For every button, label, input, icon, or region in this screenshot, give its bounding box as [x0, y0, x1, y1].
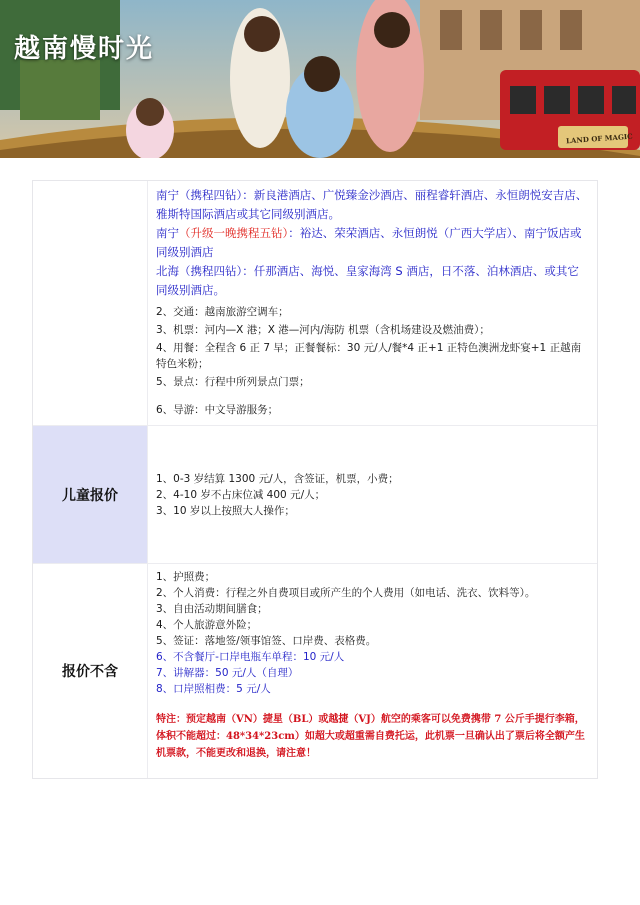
excluded-item: 1、护照费；: [156, 571, 216, 583]
fee-table: [32, 180, 598, 779]
child-price-row: [33, 425, 597, 563]
special-note: 特注：预定越南（VN）捷星（BL）或越捷（VJ）航空的乘客可以免费携带 7 公斤手提行李箱，体积不能超过：48*34*23cm）如超大或超重需自费托运，此机票一旦确认出了票后将全额产生机票款，不能更改和退换，请注意！: [156, 714, 585, 759]
hotel-line: [156, 262, 589, 300]
hotel-line: [156, 186, 589, 224]
hotel-text-segment: ：裕达、荣荣酒店、永恒朗悦（广西大学店）、南宁饭店或同级别酒店: [156, 226, 582, 259]
land-of-magic-sign: LAND OF MAGIC: [565, 131, 634, 146]
hotel-text-segment: 北海（携程四钻）：仟那酒店、海悦、皇家海湾 S 酒店，日不落、泊林酒店、或其它同级别酒店。: [156, 264, 579, 297]
fees-included-row: [33, 181, 597, 425]
fees-excluded-label: 报价不含: [33, 564, 148, 778]
child-price-list: [156, 471, 589, 519]
included-list: [156, 304, 589, 418]
excluded-list: [156, 569, 589, 697]
child-price-content: [148, 426, 597, 563]
child-price-item: 3、10 岁以上按照大人操作；: [156, 504, 295, 517]
included-item: 2、交通：越南旅游空调车；: [156, 306, 289, 318]
banner-title: 越南慢时光: [14, 34, 155, 64]
child-price-label: 儿童报价: [33, 426, 148, 563]
hotel-list: [156, 186, 589, 300]
fees-included-label-cell: [33, 181, 148, 425]
included-item: 3、机票：河内—X 港；X 港—河内/海防 机票（含机场建设及燃油费）；: [156, 324, 490, 336]
hotel-text-segment: （升级一晚携程五钻）: [179, 226, 289, 240]
excluded-item: 6、不含餐厅-口岸电瓶车单程：10 元/人: [156, 651, 345, 663]
fees-excluded-content: [148, 564, 597, 778]
fees-included-content: [148, 181, 597, 425]
header-banner: [0, 0, 640, 158]
banner-photo: [0, 0, 640, 158]
child-price-item: 1、0-3 岁结算 1300 元/人，含签证，机票，小费；: [156, 472, 399, 485]
hotel-text-segment: 南宁（携程四钻）：新良港酒店、广悦臻金沙酒店、丽程睿轩酒店、永恒朗悦安吉店、雅斯特国际酒店或其它同级别酒店。: [156, 188, 588, 221]
hotel-line: [156, 224, 589, 262]
child-price-item: 2、4-10 岁不占床位减 400 元/人；: [156, 488, 326, 501]
excluded-item: 7、讲解器：50 元/人（自理）: [156, 667, 299, 679]
included-item: 6、导游：中文导游服务；: [156, 404, 279, 416]
excluded-item: 5、签证：落地签/领事馆签、口岸费、表格费。: [156, 635, 377, 647]
excluded-item: 2、个人消费：行程之外自费项目或所产生的个人费用（如电话、洗衣、饮料等）。: [156, 587, 536, 599]
fees-excluded-row: [33, 563, 597, 778]
excluded-item: 3、自由活动期间膳食；: [156, 603, 268, 615]
included-item: 4、用餐：全程含 6 正 7 早；正餐餐标：30 元/人/餐*4 正+1 正特色澳洲龙虾宴+1 正越南特色米粉；: [156, 342, 582, 370]
excluded-item: 4、个人旅游意外险；: [156, 619, 258, 631]
hotel-text-segment: 南宁: [156, 226, 179, 240]
excluded-item: 8、口岸照相费：5 元/人: [156, 683, 271, 695]
included-item: 5、景点：行程中所列景点门票；: [156, 376, 310, 388]
